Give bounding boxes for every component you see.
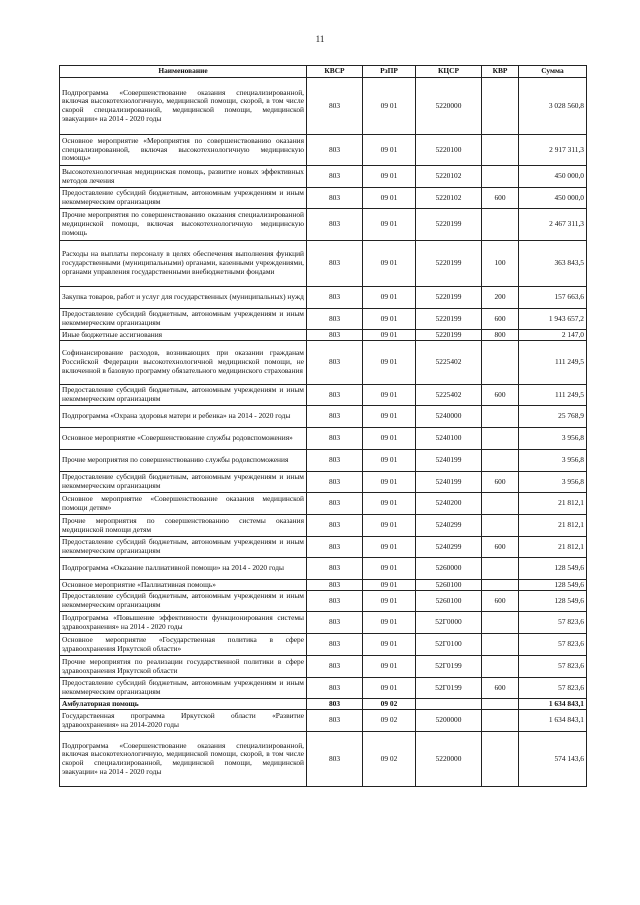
cell-name: Софинансирование расходов, возникающих при оказании гражданам Российской Федерации высокотехнологичной медицинской помощи, не включенной в базовую программу обязательного медицинского страхования xyxy=(60,341,307,385)
cell-kcsr: 5220102 xyxy=(416,166,482,188)
cell-kcsr: 5240200 xyxy=(416,493,482,515)
cell-sum: 450 000,0 xyxy=(519,166,587,188)
header-kvr: КВР xyxy=(482,66,519,78)
cell-rzpr: 09 02 xyxy=(363,710,416,732)
cell-kvr xyxy=(482,78,519,135)
table-header-row xyxy=(60,66,587,78)
cell-kcsr: 5220199 xyxy=(416,209,482,241)
cell-kvr: 800 xyxy=(482,330,519,341)
cell-rzpr: 09 01 xyxy=(363,287,416,309)
cell-rzpr: 09 01 xyxy=(363,166,416,188)
cell-kvsr: 803 xyxy=(307,472,363,493)
cell-kvsr: 803 xyxy=(307,428,363,450)
cell-rzpr: 09 01 xyxy=(363,634,416,656)
cell-rzpr: 09 01 xyxy=(363,309,416,330)
cell-kvsr: 803 xyxy=(307,385,363,406)
cell-kcsr: 52Г0199 xyxy=(416,656,482,678)
cell-rzpr: 09 01 xyxy=(363,341,416,385)
cell-rzpr: 09 01 xyxy=(363,209,416,241)
table-row xyxy=(60,710,587,732)
cell-rzpr: 09 01 xyxy=(363,580,416,591)
cell-name: Подпрограмма «Оказание паллиативной помощи» на 2014 - 2020 годы xyxy=(60,558,307,580)
table-row xyxy=(60,537,587,558)
cell-kcsr: 5225402 xyxy=(416,341,482,385)
cell-rzpr: 09 01 xyxy=(363,385,416,406)
cell-kcsr: 5240100 xyxy=(416,428,482,450)
table-row xyxy=(60,699,587,710)
cell-sum: 450 000,0 xyxy=(519,188,587,209)
cell-name: Иные бюджетные ассигнования xyxy=(60,330,307,341)
header-kvsr: КВСР xyxy=(307,66,363,78)
cell-kvr xyxy=(482,493,519,515)
cell-kvsr: 803 xyxy=(307,591,363,612)
cell-name: Амбулаторная помощь xyxy=(60,699,307,710)
cell-rzpr: 09 01 xyxy=(363,241,416,287)
cell-rzpr: 09 01 xyxy=(363,406,416,428)
table-row xyxy=(60,450,587,472)
cell-name: Предоставление субсидий бюджетным, автономным учреждениям и иным некоммерческим организациям xyxy=(60,537,307,558)
table-row xyxy=(60,135,587,166)
cell-kvr xyxy=(482,515,519,537)
cell-kvr xyxy=(482,209,519,241)
cell-rzpr: 09 01 xyxy=(363,330,416,341)
cell-kvr xyxy=(482,656,519,678)
cell-kvr: 600 xyxy=(482,309,519,330)
table-row xyxy=(60,188,587,209)
cell-kvr: 600 xyxy=(482,188,519,209)
cell-kvsr: 803 xyxy=(307,558,363,580)
cell-kvsr: 803 xyxy=(307,493,363,515)
cell-kcsr: 5220199 xyxy=(416,287,482,309)
cell-kvr xyxy=(482,612,519,634)
cell-kvsr: 803 xyxy=(307,732,363,787)
cell-name: Подпрограмма «Повышение эффективности функционирования системы здравоохранения» на 2014 - 2020 годы xyxy=(60,612,307,634)
cell-sum: 1 943 657,2 xyxy=(519,309,587,330)
cell-sum: 3 956,8 xyxy=(519,472,587,493)
cell-kvr xyxy=(482,341,519,385)
cell-sum: 574 143,6 xyxy=(519,732,587,787)
cell-kvr xyxy=(482,166,519,188)
cell-name: Основное мероприятие «Мероприятия по совершенствованию оказания специализированной, включая высокотехнологичную медицинскую помощь» xyxy=(60,135,307,166)
table-row xyxy=(60,515,587,537)
cell-kcsr: 5240199 xyxy=(416,472,482,493)
cell-kcsr: 52Г0000 xyxy=(416,612,482,634)
cell-kvsr: 803 xyxy=(307,580,363,591)
cell-kvr xyxy=(482,710,519,732)
table-row xyxy=(60,166,587,188)
cell-kvsr: 803 xyxy=(307,612,363,634)
cell-kcsr: 5220000 xyxy=(416,78,482,135)
cell-sum: 21 812,1 xyxy=(519,515,587,537)
cell-name: Основное мероприятие «Паллиативная помощь» xyxy=(60,580,307,591)
cell-name: Предоставление субсидий бюджетным, автономным учреждениям и иным некоммерческим организациям xyxy=(60,591,307,612)
table-row xyxy=(60,612,587,634)
cell-sum: 57 823,6 xyxy=(519,656,587,678)
cell-kcsr: 5220199 xyxy=(416,309,482,330)
table-row xyxy=(60,428,587,450)
cell-kcsr: 5240199 xyxy=(416,450,482,472)
cell-name: Подпрограмма «Охрана здоровья матери и ребенка» на 2014 - 2020 годы xyxy=(60,406,307,428)
table-row xyxy=(60,209,587,241)
cell-name: Прочие мероприятия по совершенствованию службы родовспоможения xyxy=(60,450,307,472)
cell-name: Прочие мероприятия по реализации государственной политики в сфере здравоохранения Иркутской области xyxy=(60,656,307,678)
cell-name: Подпрограмма «Совершенствование оказания специализированной, включая высокотехнологичную, медицинской помощи, скорой, в том числе скорой специализированной, медицинской помощи, медицинской эвакуации» на 2014 - 2020 годы xyxy=(60,78,307,135)
cell-kvr xyxy=(482,699,519,710)
cell-name: Предоставление субсидий бюджетным, автономным учреждениям и иным некоммерческим организациям xyxy=(60,678,307,699)
table-row xyxy=(60,656,587,678)
cell-rzpr: 09 01 xyxy=(363,656,416,678)
table-row xyxy=(60,591,587,612)
cell-rzpr: 09 01 xyxy=(363,612,416,634)
cell-name: Предоставление субсидий бюджетным, автономным учреждениям и иным некоммерческим организациям xyxy=(60,188,307,209)
cell-kvr xyxy=(482,135,519,166)
cell-kvr: 600 xyxy=(482,472,519,493)
cell-rzpr: 09 02 xyxy=(363,699,416,710)
cell-kvsr: 803 xyxy=(307,309,363,330)
cell-sum: 3 956,8 xyxy=(519,450,587,472)
cell-kvsr: 803 xyxy=(307,450,363,472)
cell-sum: 21 812,1 xyxy=(519,493,587,515)
cell-kvsr: 803 xyxy=(307,515,363,537)
cell-kvsr: 803 xyxy=(307,699,363,710)
cell-kcsr: 5240000 xyxy=(416,406,482,428)
cell-rzpr: 09 01 xyxy=(363,135,416,166)
cell-sum: 128 549,6 xyxy=(519,580,587,591)
cell-kvsr: 803 xyxy=(307,166,363,188)
cell-kcsr: 5220102 xyxy=(416,188,482,209)
cell-rzpr: 09 01 xyxy=(363,78,416,135)
cell-kvsr: 803 xyxy=(307,634,363,656)
cell-kcsr: 5240299 xyxy=(416,537,482,558)
table-row xyxy=(60,493,587,515)
table-row xyxy=(60,241,587,287)
table-row xyxy=(60,330,587,341)
cell-kcsr: 5200000 xyxy=(416,710,482,732)
cell-kvr xyxy=(482,558,519,580)
cell-name: Предоставление субсидий бюджетным, автономным учреждениям и иным некоммерческим организациям xyxy=(60,385,307,406)
table-row xyxy=(60,287,587,309)
cell-sum: 57 823,6 xyxy=(519,612,587,634)
cell-sum: 1 634 843,1 xyxy=(519,699,587,710)
cell-name: Прочие мероприятия по совершенствованию системы оказания медицинской помощи детям xyxy=(60,515,307,537)
table-row xyxy=(60,78,587,135)
cell-sum: 2 917 311,3 xyxy=(519,135,587,166)
cell-name: Высокотехнологичная медицинская помощь, развитие новых эффективных методов лечения xyxy=(60,166,307,188)
cell-rzpr: 09 01 xyxy=(363,472,416,493)
cell-rzpr: 09 01 xyxy=(363,591,416,612)
cell-kcsr: 5260100 xyxy=(416,580,482,591)
table-row xyxy=(60,558,587,580)
table-row xyxy=(60,678,587,699)
cell-name: Государственная программа Иркутской области «Развитие здравоохранения» на 2014-2020 годы xyxy=(60,710,307,732)
cell-kvr: 600 xyxy=(482,678,519,699)
cell-kvsr: 803 xyxy=(307,188,363,209)
cell-sum: 57 823,6 xyxy=(519,678,587,699)
cell-kvr: 600 xyxy=(482,591,519,612)
cell-kvsr: 803 xyxy=(307,406,363,428)
cell-kcsr: 5220000 xyxy=(416,732,482,787)
cell-name: Прочие мероприятия по совершенствованию оказания специализированной медицинской помощи, включая высокотехнологичную медицинскую помощь xyxy=(60,209,307,241)
cell-rzpr: 09 01 xyxy=(363,678,416,699)
cell-rzpr: 09 01 xyxy=(363,558,416,580)
cell-name: Предоставление субсидий бюджетным, автономным учреждениям и иным некоммерческим организациям xyxy=(60,309,307,330)
cell-kvr xyxy=(482,634,519,656)
cell-kcsr xyxy=(416,699,482,710)
cell-kcsr: 52Г0199 xyxy=(416,678,482,699)
cell-name: Расходы на выплаты персоналу в целях обеспечения выполнения функций государственными (муниципальными) органами, казенными учреждениями, органами управления государственными внебюджетными фондами xyxy=(60,241,307,287)
table-row xyxy=(60,309,587,330)
cell-kvsr: 803 xyxy=(307,678,363,699)
cell-sum: 2 147,0 xyxy=(519,330,587,341)
cell-sum: 3 956,8 xyxy=(519,428,587,450)
budget-table xyxy=(59,65,587,787)
cell-sum: 128 549,6 xyxy=(519,591,587,612)
cell-kvr: 200 xyxy=(482,287,519,309)
cell-kvr: 100 xyxy=(482,241,519,287)
cell-kcsr: 5260100 xyxy=(416,591,482,612)
cell-sum: 111 249,5 xyxy=(519,341,587,385)
cell-sum: 1 634 843,1 xyxy=(519,710,587,732)
cell-rzpr: 09 01 xyxy=(363,450,416,472)
cell-kvr: 600 xyxy=(482,385,519,406)
cell-kcsr: 5220199 xyxy=(416,241,482,287)
cell-kcsr: 5260000 xyxy=(416,558,482,580)
cell-kcsr: 5225402 xyxy=(416,385,482,406)
cell-kcsr: 5220100 xyxy=(416,135,482,166)
cell-sum: 157 663,6 xyxy=(519,287,587,309)
cell-kvr xyxy=(482,406,519,428)
cell-kvsr: 803 xyxy=(307,656,363,678)
header-name: Наименование xyxy=(60,66,307,78)
cell-sum: 21 812,1 xyxy=(519,537,587,558)
cell-name: Основное мероприятие «Совершенствование оказания медицинской помощи детям» xyxy=(60,493,307,515)
table-row xyxy=(60,472,587,493)
header-rzpr: РзПР xyxy=(363,66,416,78)
cell-kvr xyxy=(482,450,519,472)
cell-rzpr: 09 01 xyxy=(363,537,416,558)
cell-rzpr: 09 01 xyxy=(363,493,416,515)
cell-kvsr: 803 xyxy=(307,537,363,558)
cell-rzpr: 09 02 xyxy=(363,732,416,787)
cell-kvsr: 803 xyxy=(307,209,363,241)
table-row xyxy=(60,341,587,385)
cell-kvsr: 803 xyxy=(307,241,363,287)
cell-name: Основное мероприятие «Совершенствование службы родовспоможения» xyxy=(60,428,307,450)
cell-kvsr: 803 xyxy=(307,78,363,135)
page-number: 11 xyxy=(315,34,325,44)
cell-rzpr: 09 01 xyxy=(363,515,416,537)
cell-name: Предоставление субсидий бюджетным, автономным учреждениям и иным некоммерческим организациям xyxy=(60,472,307,493)
cell-sum: 363 843,5 xyxy=(519,241,587,287)
table-row xyxy=(60,580,587,591)
table-row xyxy=(60,406,587,428)
header-sum: Сумма xyxy=(519,66,587,78)
cell-sum: 2 467 311,3 xyxy=(519,209,587,241)
cell-kvr xyxy=(482,428,519,450)
cell-name: Основное мероприятие «Государственная политика в сфере здравоохранения Иркутской области» xyxy=(60,634,307,656)
cell-kvsr: 803 xyxy=(307,710,363,732)
cell-kvsr: 803 xyxy=(307,330,363,341)
table-row xyxy=(60,634,587,656)
cell-kvsr: 803 xyxy=(307,341,363,385)
cell-kcsr: 5220199 xyxy=(416,330,482,341)
cell-sum: 128 549,6 xyxy=(519,558,587,580)
header-kcsr: КЦСР xyxy=(416,66,482,78)
cell-kvsr: 803 xyxy=(307,287,363,309)
cell-sum: 57 823,6 xyxy=(519,634,587,656)
cell-kvr xyxy=(482,732,519,787)
cell-kvsr: 803 xyxy=(307,135,363,166)
cell-name: Закупка товаров, работ и услуг для государственных (муниципальных) нужд xyxy=(60,287,307,309)
cell-kcsr: 52Г0100 xyxy=(416,634,482,656)
cell-sum: 3 028 560,8 xyxy=(519,78,587,135)
table-body xyxy=(60,78,587,787)
cell-kvr: 600 xyxy=(482,537,519,558)
cell-sum: 111 249,5 xyxy=(519,385,587,406)
cell-rzpr: 09 01 xyxy=(363,428,416,450)
cell-rzpr: 09 01 xyxy=(363,188,416,209)
cell-kcsr: 5240299 xyxy=(416,515,482,537)
table-row xyxy=(60,732,587,787)
table-row xyxy=(60,385,587,406)
cell-name: Подпрограмма «Совершенствование оказания специализированной, включая высокотехнологичную, медицинской помощи, скорой, в том числе скорой специализированной, медицинской помощи, медицинской эвакуации» на 2014 - 2020 годы xyxy=(60,732,307,787)
cell-sum: 25 768,9 xyxy=(519,406,587,428)
cell-kvr xyxy=(482,580,519,591)
